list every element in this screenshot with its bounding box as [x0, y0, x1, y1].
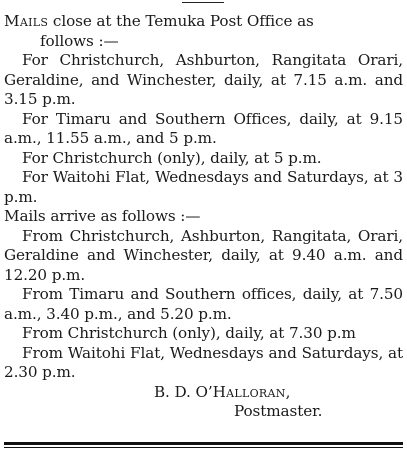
arrival-entry: From Christchurch (only), daily, at 7.30 p.m — [22, 324, 356, 342]
signature-initials: B. D. O’ — [154, 382, 213, 401]
departures-lead-smallcaps: Mails — [4, 12, 49, 30]
departure-entry: For Christchurch, Ashburton, Rangitata Orari, Geraldine, and Winchester, daily, at 7.15 a.m. and 3.15 p.m. — [4, 51, 403, 108]
arrival-entry: From Timaru and Southern offices, daily, at 7.50 a.m., 3.40 p.m., and 5.20 p.m. — [4, 285, 403, 323]
bottom-rule-thin — [4, 447, 403, 448]
bottom-rule-thick — [4, 442, 403, 445]
departures-lead-continuation: follows :— — [40, 31, 119, 50]
arrivals-heading: Mails arrive as follows :— — [4, 207, 201, 225]
signature-name — [4, 383, 403, 403]
arrival-entry: From Christchurch, Ashburton, Rangitata, Orari, Geraldine and Winchester, daily, at 9.40 a.m. and 12.20 p.m. — [4, 226, 403, 284]
departure-entry: For Christchurch (only), daily, at 5 p.m. — [22, 148, 322, 167]
signature-title: Postmaster. — [234, 402, 323, 420]
top-rule — [182, 2, 224, 3]
mail-notice — [4, 12, 403, 422]
departures-heading — [4, 12, 403, 32]
departure-entry: For Timaru and Southern Offices, daily, at 9.15 a.m., 11.55 a.m., and 5 p.m. — [4, 109, 403, 147]
departure-entry: For Waitohi Flat, Wednesdays and Saturdays, at 3 p.m. — [4, 168, 403, 206]
arrival-entry: From Waitohi Flat, Wednesdays and Saturdays, at 2.30 p.m. — [4, 343, 403, 381]
signature-surname: Halloran, — [212, 382, 291, 401]
departures-lead-text: close at the Temuka Post Office as — [48, 12, 314, 30]
